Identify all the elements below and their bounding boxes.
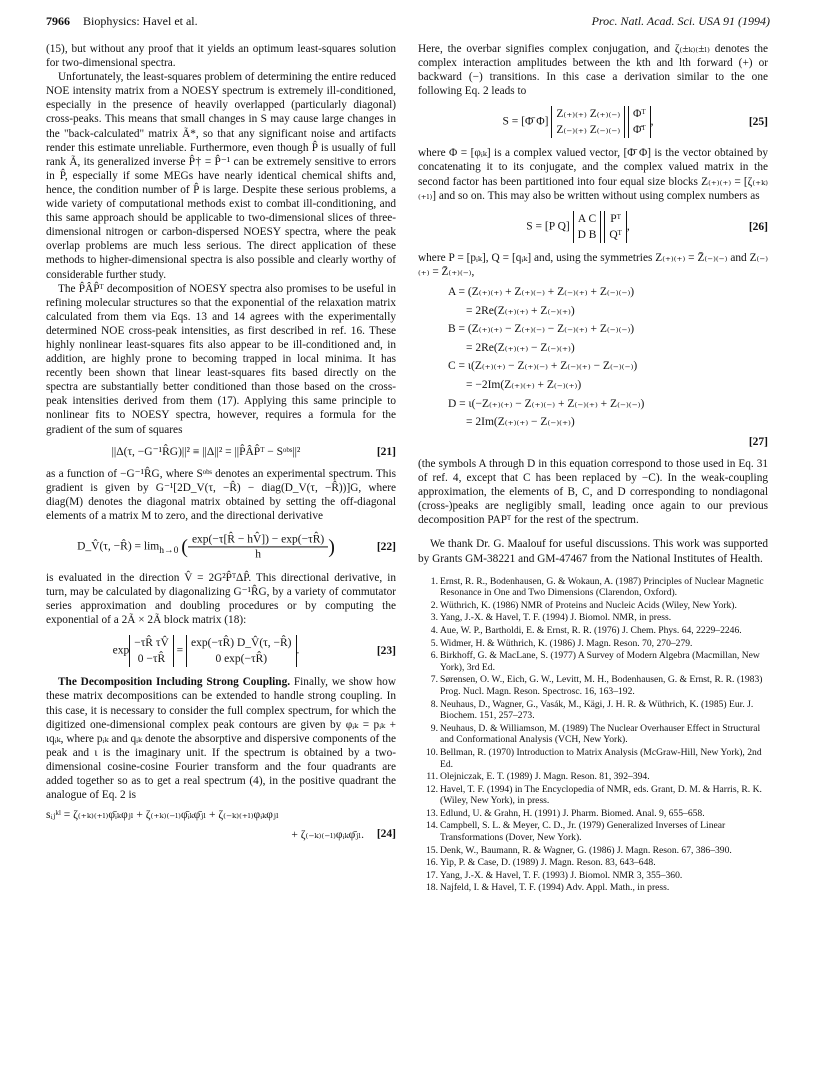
reference-text: Ernst, R. R., Bodenhausen, G. & Wokaun, A. (1987) Principles of Nuclear Magnetic Resonance in One and Two Dimensions (Clarendon, Oxford). (440, 575, 764, 599)
reference-text: Birkhoff, G. & MacLane, S. (1977) A Survey of Modern Algebra (Macmillan, New York), 3rd Ed. (440, 650, 760, 673)
reference-text: Olejniczak, E. T. (1989) J. Magn. Reson. 81, 392–394. (440, 771, 650, 783)
reference-number: 8. (430, 698, 438, 710)
running-header (46, 14, 770, 32)
paragraph (46, 675, 396, 802)
equation-number: [26] (748, 220, 768, 233)
equation-line: sᵢⱼᵏˡ = ζ₍₊ₖ₎₍₊ₗ₎φ̄ᵢₖφⱼₗ + ζ₍₊ₖ₎₍₋ₗ₎φ̄ᵢₖφ̄ⱼₗ + ζ₍₋ₖ₎₍₊ₗ₎φᵢₖφⱼₗ (46, 809, 279, 822)
equation-lhs: D_V̂(τ, −R̂) = lim (77, 540, 160, 553)
reference-text: Wüthrich, K. (1986) NMR of Proteins and Nucleic Acids (Wiley, New York). (440, 599, 737, 611)
matrix-row: A C (577, 212, 597, 225)
equation-line: B = (Z₍₊₎₍₊₎ − Z₍₊₎₍₋₎ − Z₍₋₎₍₊₎ + Z₍₋₎₍₋₎) (448, 323, 635, 336)
journal-reference: Proc. Natl. Acad. Sci. USA 91 (1994) (591, 14, 770, 28)
reference-number: 9. (430, 722, 438, 734)
reference-text: Najfeld, I. & Havel, T. F. (1994) Adv. Appl. Math., in press. (440, 882, 670, 894)
equation-number: [24] (376, 828, 396, 841)
reference-item (418, 882, 768, 894)
reference-number: 12. (426, 783, 438, 795)
equation-22: D_V̂(τ, −R̂) = $\lim_{h\to 0}$ ( $\frac{\exp(-\tau[R̂ - hV̂]) - \exp(-\tau R̂)}{h}$ ) [22] (77, 533, 396, 561)
equation-body: ||Δ(τ, −G⁻¹R̂G)||² ≡ ||Δ||² = ||P̂ÂP̂ᵀ − Sᵒᵇˢ||² (111, 445, 301, 458)
reference-item (418, 845, 768, 857)
reference-item (418, 870, 768, 882)
equation-26: S = [P Q] A C D B Pᵀ Qᵀ, [26] (526, 212, 768, 241)
reference-item (418, 674, 768, 697)
equation-lhs: S = [P Q] (526, 220, 570, 233)
numerator: exp(−τ[R̂ − hV̂]) − exp(−τR̂) (188, 532, 328, 547)
page-number: 7966 (46, 14, 70, 28)
reference-number: 1. (430, 575, 438, 587)
reference-text: Campbell, S. L. & Meyer, C. D., Jr. (1979) Generalized Inverses of Linear Transformations (Dover, New York). (440, 820, 726, 844)
reference-text: Bellman, R. (1970) Introduction to Matrix Analysis (McGraw-Hill, New York), 2nd Ed. (440, 746, 762, 770)
equation-number: [22] (376, 540, 396, 553)
left-column (46, 42, 396, 846)
matrix (186, 635, 296, 667)
fraction (188, 532, 328, 561)
equation-line: = 2Im(Z₍₊₎₍₊₎ − Z₍₋₎₍₊₎) (466, 416, 575, 429)
matrix-row: exp(−τR̂) D_V̂(τ, −R̂) (191, 637, 292, 650)
matrix-row: D B (577, 228, 597, 241)
reference-item (418, 638, 768, 650)
matrix-row: Z₍₊₎₍₊₎ Z₍₊₎₍₋₎ (556, 108, 621, 121)
equation-line: C = ι(Z₍₊₎₍₊₎ − Z₍₊₎₍₋₎ + Z₍₋₎₍₊₎ − Z₍₋₎₍₋₎) (448, 360, 638, 373)
reference-list (418, 576, 768, 894)
reference-text: Neuhaus, D., Wagner, G., Vasák, M., Kägi, J. H. R. & Wüthrich, K. (1985) Eur. J. Biochem. 151, 257–273. (440, 698, 754, 722)
reference-number: 16. (426, 857, 438, 869)
matrix-row: Φ̄ᵀ (633, 124, 646, 137)
paragraph: where Φ = [φᵢₖ] is a complex valued vector, [Φ̄ Φ] is the vector obtained by concatenating it to its conjugate, and the complex valued matrix in the second factor has been partitioned into four equal size blocks Z₍₊₎₍₊₎ = [ζ₍₊ₖ₎₍₊ₗ₎] and so on. This may also be written without using complex numbers as (418, 147, 768, 202)
matrix-row: 0 −τR̂ (137, 653, 166, 666)
reference-text: Yang, J.-X. & Havel, T. F. (1993) J. Biomol. NMR 3, 355–360. (440, 869, 683, 881)
acknowledgment: We thank Dr. G. Maalouf for useful discussions. This work was supported by Grants GM-38221 and GM-47467 from the National Institutes of Health. (418, 538, 768, 565)
reference-item (418, 784, 768, 807)
paragraph: Here, the overbar signifies complex conjugation, and ζ₍±ₖ₎₍±ₗ₎ denotes the complex interaction amplitudes between the kth and lth forward (+) or backward (−) transitions. In this case a derivation similar to the one following Eq. 2 leads to (418, 43, 768, 98)
matrix (551, 106, 625, 138)
reference-number: 15. (426, 844, 438, 856)
equation-line: A = (Z₍₊₎₍₊₎ + Z₍₊₎₍₋₎ + Z₍₋₎₍₊₎ + Z₍₋₎₍₋₎) (448, 285, 635, 298)
matrix-row: −τR̂ τV̂ (134, 637, 169, 650)
reference-item (418, 857, 768, 869)
paragraph: (15), but without any proof that it yields an optimum least-squares solution for two-dimensional spectra. (46, 43, 396, 70)
reference-item (418, 612, 768, 624)
reference-number: 7. (430, 674, 438, 686)
equation-21 (46, 440, 396, 464)
equation-24 (46, 806, 396, 846)
paragraph: as a function of −G⁻¹R̂G, where Sᵒᵇˢ denotes an experimental spectrum. This gradient is given by G⁻¹[2D_V(τ, −R̂) − diag(D_V(τ, −R̂))]G, where diag(M) denotes the diagonal matrix obtained by setting the off-diagonal elements of a matrix M to zero, and the directional derivative (46, 467, 396, 522)
reference-item (418, 600, 768, 612)
paragraph: The P̂ÂP̂ᵀ decomposition of NOESY spectra also promises to be useful in refining molecular structures so that the exponential of the relaxation matrix calculated from them via Eqs. 13 and 14 agrees with the experimentally determined NOE cross-peak intensities, as first described in ref. 16. These highly nonlinear least-squares fits also appear to be ill-conditioned and, in addition, are highly prone to becoming trapped in local minima. It has recently been shown that linear least-squares fits based directly on the spectra are substantially better conditioned than those based on the cross-peak intensities derived from them (17). Applying this same principle to nonlinear fits to NOESY spectra, however, requires a formula for the gradient of the sum of squares (46, 282, 396, 436)
journal-section: Biophysics: Havel et al. (83, 14, 198, 28)
reference-text: Edlund, U. & Grahn, H. (1991) J. Pharm. Biomed. Anal. 9, 655–658. (440, 807, 705, 819)
equation-number: [25] (748, 116, 768, 129)
reference-item (418, 576, 768, 599)
reference-item (418, 699, 768, 722)
matrix-row: Z₍₋₎₍₊₎ Z₍₋₎₍₋₎ (556, 124, 621, 137)
reference-number: 10. (426, 746, 438, 758)
matrix (628, 106, 651, 138)
equation-23: exp−τR̂ τV̂ 0 −τR̂ = exp(−τR̂) D_V̂(τ, −R̂) 0 exp(−τR̂). [23] (112, 637, 396, 666)
equation-25: S = [Φ̄ Φ] Z₍₊₎₍₊₎ Z₍₊₎₍₋₎ Z₍₋₎₍₊₎ Z₍₋₎₍₋₎ Φᵀ Φ̄ᵀ, [25] (502, 108, 768, 137)
paragraph: Unfortunately, the least-squares problem of determining the entire reduced NOE intensity matrix from a NOESY spectrum is extremely ill-conditioned, especially in the presence of heavily overlapped (particularly diagonal) cross-peaks. This means that small changes in S may cause large changes in the "back-calculated" matrix Ã*, so that any significant noise and artifacts render this estimate unreliable. Furthermore, even though P̂ is usually of full rank Ã, its generalized inverse P̂† = P̂⁻¹ can be extremely sensitive to errors in P̂, especially if some MEGs have nearly identical chemical shifts and, hence, the condition number of P̂ is large. Despite these serious problems, a wide variety of computational methods exist to combat ill-conditioning, and this same approach should be applicable to two-dimensional slices of three-dimensional nitrogen or carbon-dispersed NOESY spectra, where the peak overlap problems are much less serious. The direct application of these methods to higher-dimensional spectra is also possible and clearly worthy of considerable further study. (46, 71, 396, 281)
reference-text: Aue, W. P., Bartholdi, E. & Ernst, R. R. (1976) J. Chem. Phys. 64, 2229–2246. (440, 624, 742, 636)
paragraph: (the symbols A through D in this equation correspond to those used in Eq. 31 of ref. 4, except that C has been replaced by −C). In the weak-coupling approximation, the elements of B, C, and D corresponding to nondiagonal (cross-)peaks are negligibly small, leading once again to our previous decomposition PAPᵀ for the rest of the spectrum. (418, 457, 768, 527)
reference-text: Denk, W., Baumann, R. & Wagner, G. (1986) J. Magn. Reson. 67, 386–390. (440, 844, 732, 856)
equation-line: = 2Re(Z₍₊₎₍₊₎ + Z₍₋₎₍₊₎) (466, 304, 575, 317)
equation-line: = −2Im(Z₍₊₎₍₊₎ + Z₍₋₎₍₊₎) (466, 378, 582, 391)
header-left (46, 14, 198, 29)
denominator: h (255, 548, 261, 561)
reference-text: Yang, J.-X. & Havel, T. F. (1994) J. Biomol. NMR, in press. (440, 612, 672, 624)
reference-number: 3. (430, 612, 438, 624)
reference-text: Widmer, H. & Wüthrich, K. (1986) J. Magn. Reson. 70, 270–279. (440, 637, 693, 649)
reference-number: 6. (430, 650, 438, 662)
equation-line: D = ι(−Z₍₊₎₍₊₎ − Z₍₊₎₍₋₎ + Z₍₋₎₍₊₎ + Z₍₋₎₍₋₎) (448, 397, 645, 410)
equation-lhs: S = [Φ̄ Φ] (502, 116, 549, 129)
reference-number: 18. (426, 882, 438, 894)
paragraph: is evaluated in the direction V̂ = 2G²P̂ᵀΔP̂. This directional derivative, in turn, may be calculated by diagonalizing G⁻¹R̂G, by a variety of commutator series approximation and doubling procedures or by computing the exponential of a 2Ã × 2Ã block matrix (18): (46, 572, 396, 627)
reference-number: 11. (426, 771, 438, 783)
matrix (129, 635, 174, 667)
equation-line: + ζ₍₋ₖ₎₍₋ₗ₎φᵢₖφ̄ⱼₗ. (291, 829, 364, 842)
matrix (573, 211, 602, 243)
reference-number: 5. (430, 637, 438, 649)
reference-item (418, 650, 768, 673)
matrix-row: Pᵀ (610, 212, 621, 225)
paragraph-text: Finally, we show how these matrix decompositions can be extended to handle strong coupling. In this case, it is necessary to consider the full complex spectrum, for which the digitized one-dimensional complex peak contours are given by φᵢₖ = pᵢₖ + ιqᵢₖ, where pᵢₖ and qᵢₖ denote the absorptive and dispersive components of the peak and ι is the imaginary unit. If the spectrum is obtained by a two-dimensional cosine-cosine Fourier transform and the four quadrants are added together so as to get a real spectrum (4), in the positive quadrant the analogue of Eq. 2 is (46, 676, 396, 802)
equation-number: [27] (748, 435, 768, 448)
reference-item (418, 747, 768, 770)
section-heading: The Decomposition Including Strong Coupling. (58, 676, 291, 689)
matrix-row: 0 exp(−τR̂) (215, 653, 268, 666)
reference-item (418, 808, 768, 820)
equation-line: = 2Re(Z₍₊₎₍₊₎ − Z₍₋₎₍₊₎) (466, 341, 575, 354)
equation-number: [21] (376, 445, 396, 458)
matrix-row: Φᵀ (633, 108, 646, 121)
matrix-row: Qᵀ (609, 228, 622, 241)
reference-text: Havel, T. F. (1994) in The Encyclopedia of NMR, eds. Grant, D. M. & Harris, R. K. (Wiley, New York), in press. (440, 783, 762, 807)
right-column (418, 42, 768, 895)
reference-text: Sørensen, O. W., Eich, G. W., Levitt, M. H., Bodenhausen, G. & Ernst, R. R. (1983) Prog. Nucl. Magn. Reson. Spectrosc. 16, 163–192. (440, 674, 763, 697)
equation-27 (418, 283, 768, 453)
reference-number: 13. (426, 807, 438, 819)
equation-lines (448, 283, 738, 432)
matrix (604, 211, 626, 243)
reference-item (418, 771, 768, 783)
reference-number: 4. (430, 624, 438, 636)
equation-number: [23] (376, 645, 396, 658)
reference-item (418, 820, 768, 843)
reference-number: 17. (426, 869, 438, 881)
reference-text: Yip, P. & Case, D. (1989) J. Magn. Reson. 83, 643–648. (440, 857, 656, 869)
reference-number: 2. (430, 599, 438, 611)
reference-item (418, 723, 768, 746)
reference-number: 14. (426, 820, 438, 832)
paragraph: where P = [pᵢₖ], Q = [qᵢₖ] and, using the symmetries Z₍₊₎₍₊₎ = Z̄₍₋₎₍₋₎ and Z₍₋₎₍₊₎ = Z̄₍₊₎₍₋₎, (418, 251, 768, 278)
reference-item (418, 625, 768, 637)
reference-text: Neuhaus, D. & Williamson, M. (1989) The Nuclear Overhauser Effect in Structural and Conformational Analysis (VCH, New York). (440, 722, 761, 746)
limit-subscript: h→0 (159, 544, 179, 556)
